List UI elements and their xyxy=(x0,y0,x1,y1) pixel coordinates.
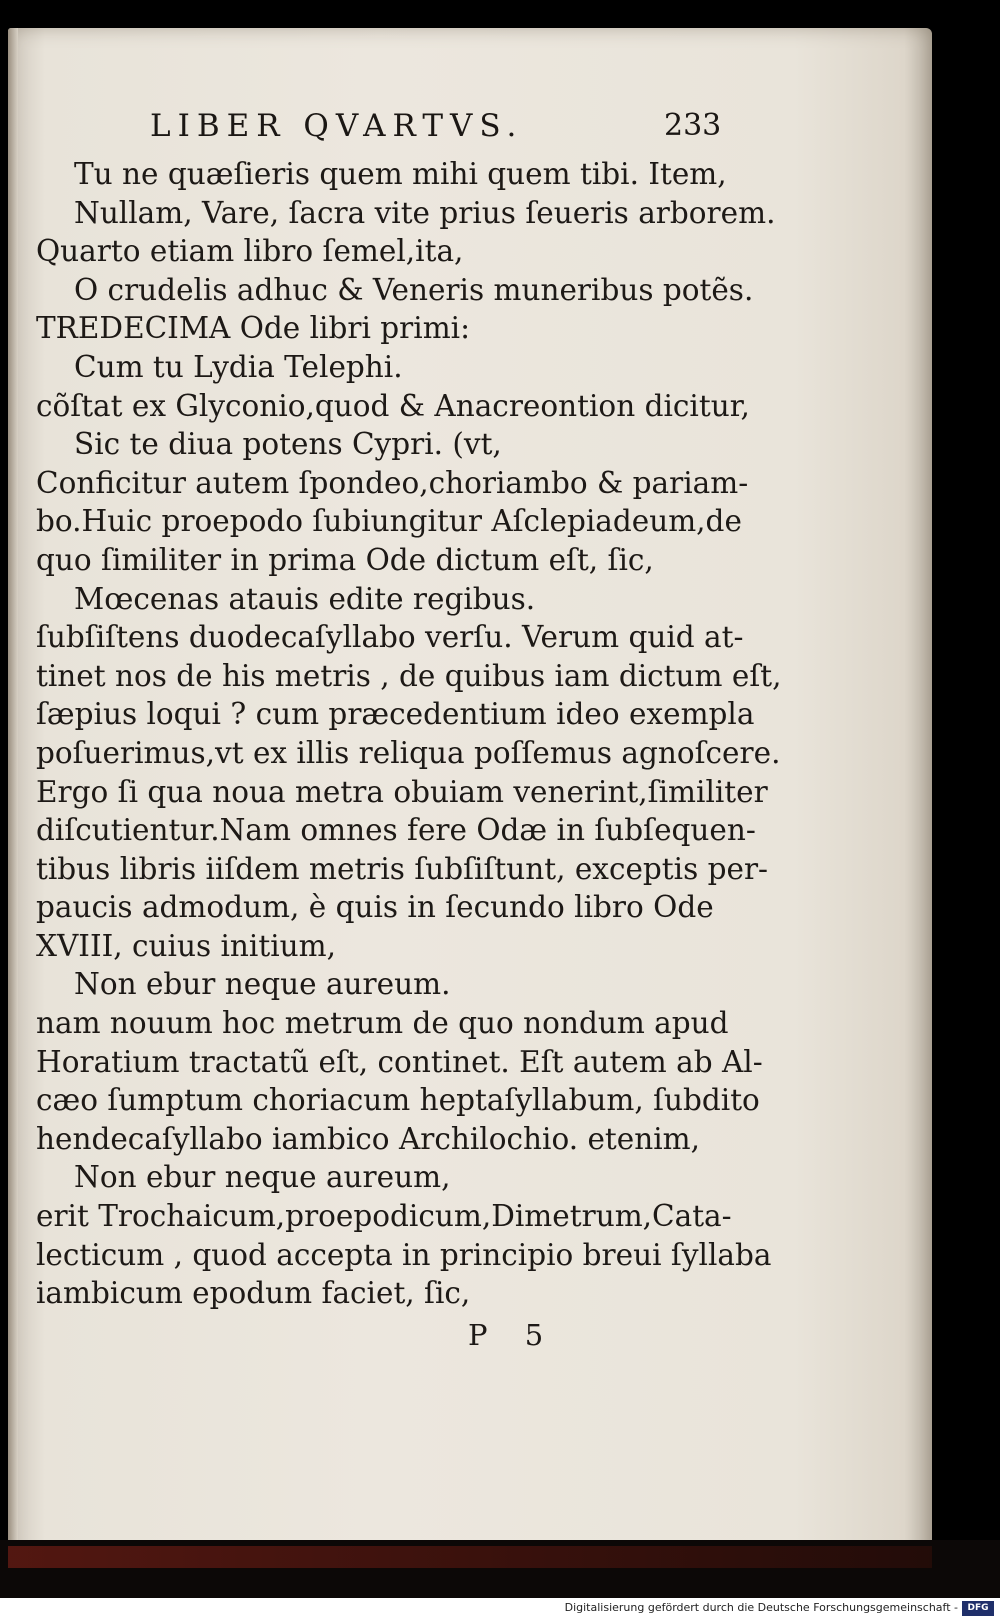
page-bottom-edge xyxy=(0,1540,1000,1598)
text-line: lecticum , quod accepta in principio breui ſyllaba xyxy=(36,1237,772,1272)
text-line: erit Trochaicum,proepodicum,Dimetrum,Cata- xyxy=(36,1199,732,1234)
text-line: XVIII, cuius initium, xyxy=(36,928,336,963)
text-line: Non ebur neque aureum. xyxy=(74,967,451,1002)
text-line: diſcutientur.Nam omnes fere Odæ in ſubſequen- xyxy=(36,813,756,848)
text-line: Cum tu Lydia Telephi. xyxy=(74,349,403,384)
text-line: Sic te diua potens Cypri. (vt, xyxy=(74,427,502,462)
text-line: tibus libris iiſdem metris ſubſiſtunt, exceptis per- xyxy=(36,851,769,886)
running-head-title: LIBER QVARTVS. xyxy=(150,108,524,144)
footer-bar xyxy=(0,1598,1000,1620)
bottom-edge-tone xyxy=(8,1546,932,1568)
text-line: paucis admodum, è quis in ſecundo libro Ode xyxy=(36,890,714,925)
text-line: cæo ſumptum choriacum heptaſyllabum, ſubdito xyxy=(36,1083,760,1118)
body-text xyxy=(36,155,782,1313)
dfg-logo: DFG xyxy=(962,1601,994,1616)
text-line: Horatium tractatũ eſt, continet. Eſt autem ab Al- xyxy=(36,1044,763,1079)
text-line: hendecaſyllabo iambico Archilochio. etenim, xyxy=(36,1121,701,1156)
text-line: Nullam, Vare, ſacra vite prius ſeueris arborem. xyxy=(74,195,776,230)
text-line: cõſtat ex Glyconio,quod & Anacreontion dicitur, xyxy=(36,388,750,423)
page-edge xyxy=(8,28,18,1588)
text-line: Non ebur neque aureum, xyxy=(74,1160,451,1195)
text-line: Quarto etiam libro ſemel,ita, xyxy=(36,234,464,269)
text-line: quo ſimiliter in prima Ode dictum eſt, ſic, xyxy=(36,542,654,577)
text-line: poſuerimus,vt ex illis reliqua poſſemus agnoſcere. xyxy=(36,735,781,770)
text-line: Tu ne quæſieris quem mihi quem tibi. Item, xyxy=(74,157,727,191)
text-line: ſæpius loqui ? cum præcedentium ideo exempla xyxy=(36,697,755,732)
page-number: 233 xyxy=(664,108,722,143)
text-line: Ergo ſi qua noua metra obuiam venerint,ſimiliter xyxy=(36,774,768,809)
text-line: TREDECIMA Ode libri primi: xyxy=(36,311,471,346)
running-head xyxy=(150,108,730,152)
signature-mark: P 5 xyxy=(468,1318,558,1352)
text-line: iambicum epodum faciet, ſic, xyxy=(36,1276,471,1311)
text-line: bo.Huic proepodo ſubiungitur Aſclepiadeum,de xyxy=(36,504,742,539)
text-line: ſubſiſtens duodecaſyllabo verſu. Verum quid at- xyxy=(36,620,744,655)
text-line: Mœcenas atauis edite regibus. xyxy=(74,581,536,616)
text-line: O crudelis adhuc & Veneris muneribus potẽs. xyxy=(74,272,754,307)
funding-notice: Digitalisierung gefördert durch die Deutsche Forschungsgemeinschaft - xyxy=(564,1601,958,1614)
text-line: nam nouum hoc metrum de quo nondum apud xyxy=(36,1006,729,1041)
text-line: Conficitur autem ſpondeo,choriambo & pariam- xyxy=(36,465,749,500)
text-line: tinet nos de his metris , de quibus iam dictum eſt, xyxy=(36,658,782,693)
